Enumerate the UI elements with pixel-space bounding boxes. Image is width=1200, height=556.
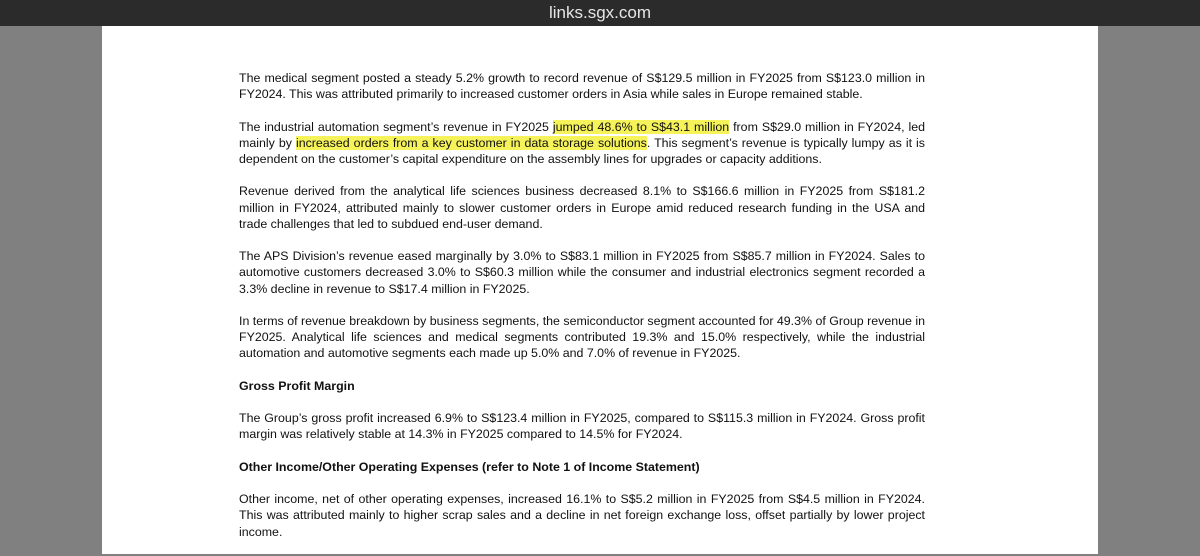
document-page bbox=[102, 26, 1098, 554]
paragraph-industrial-automation bbox=[239, 119, 925, 168]
paragraph-life-sciences: Revenue derived from the analytical life sciences business decreased 8.1% to S$166.6 million in FY2025 from S$181.2 million in FY2024, attributed mainly to slower customer orders in Europe amid reduced research funding in the USA and trade challenges that led to subdued end-user demand. bbox=[239, 184, 925, 231]
browser-address-bar[interactable] bbox=[0, 0, 1200, 26]
text-segment: . This segment’s revenue is typically lumpy as it is dependent on the customer’s capital expenditure on the assembly lines for upgrades or capacity additions. bbox=[239, 135, 926, 166]
paragraph-gross-profit: The Group’s gross profit increased 6.9% to S$123.4 million in FY2025, compared to S$115.3 million in FY2024. Gross profit margin was relatively stable at 14.3% in FY2025 compared to 14.5% for FY2024. bbox=[239, 411, 925, 442]
paragraph-aps-division: The APS Division’s revenue eased marginally by 3.0% to S$83.1 million in FY2025 from S$85.7 million in FY2024. Sales to automotive customers decreased 3.0% to S$60.3 million while the consumer and industrial electronics segment recorded a 3.3% decline in revenue to S$17.4 million in FY2025. bbox=[239, 249, 925, 296]
highlighted-text: increased orders from a key customer in data storage solutions bbox=[295, 135, 647, 150]
paragraph-revenue-breakdown: In terms of revenue breakdown by business segments, the semiconductor segment accounted for 49.3% of Group revenue in FY2025. Analytical life sciences and medical segments contributed 19.3% and 15.0% respectively, while the industrial automation and automotive segments each made up 5.0% and 7.0% of revenue in FY2025. bbox=[239, 313, 925, 361]
heading-other-income: Other Income/Other Operating Expenses (refer to Note 1 of Income Statement) bbox=[239, 459, 700, 474]
heading-gross-profit-margin: Gross Profit Margin bbox=[239, 378, 355, 393]
text-segment: from S$29.0 million in FY2024, led mainly by bbox=[239, 119, 926, 150]
paragraph-medical: The medical segment posted a steady 5.2% growth to record revenue of S$129.5 million in FY2025 from S$123.0 million in FY2024. This was attributed primarily to increased customer orders in Asia while sales in Europe remained stable. bbox=[239, 71, 925, 102]
paragraph-other-income: Other income, net of other operating expenses, increased 16.1% to S$5.2 million in FY2025 from S$4.5 million in FY2024. This was attributed mainly to higher scrap sales and a decline in net foreign exchange loss, offset partially by lower project income. bbox=[239, 492, 925, 539]
text-segment: The industrial automation segment’s revenue in FY2025 bbox=[239, 119, 553, 134]
url-text: links.sgx.com bbox=[548, 3, 652, 22]
document-content bbox=[239, 70, 925, 556]
highlighted-text: jumped 48.6% to S$43.1 million bbox=[552, 119, 730, 134]
